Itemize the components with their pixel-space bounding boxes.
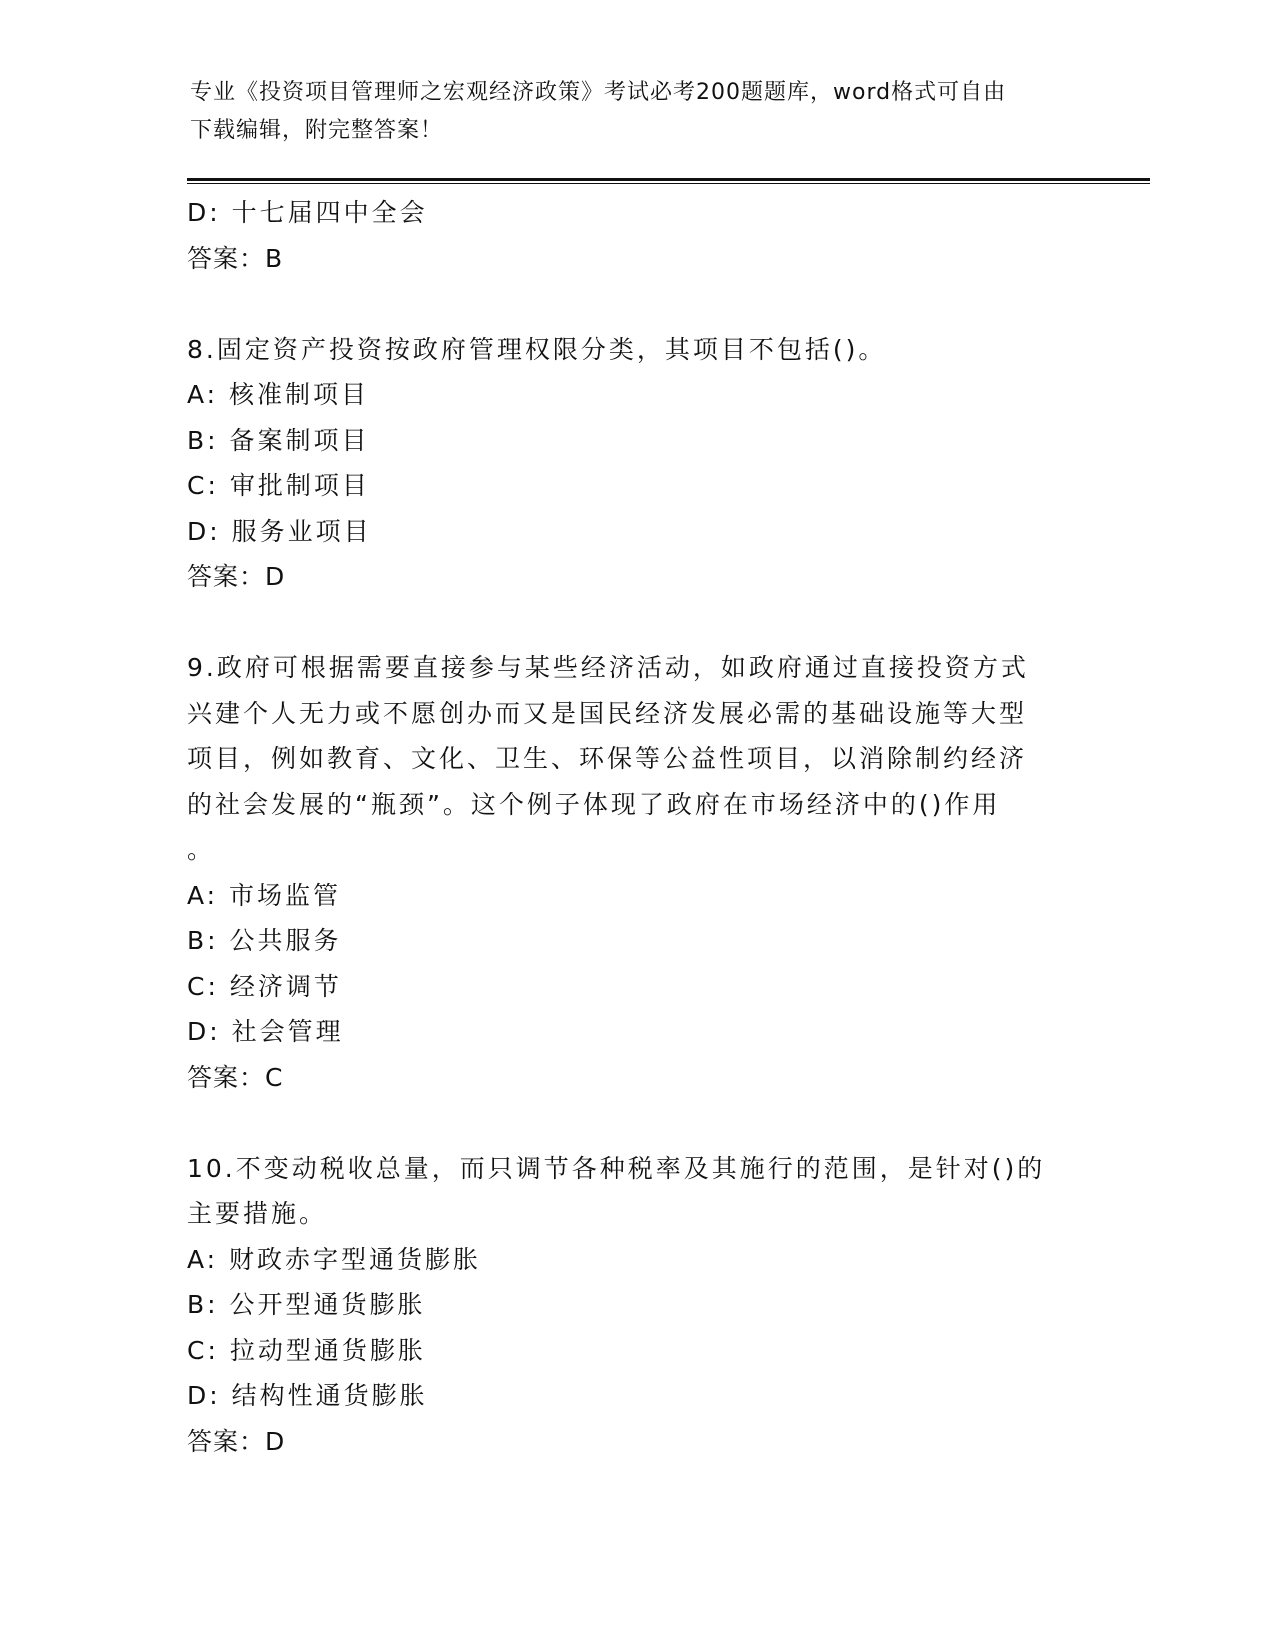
- option-c: C: 经济调节: [187, 971, 342, 1001]
- answer-line: 答案：D: [187, 562, 286, 591]
- question-spacer: [187, 1100, 1087, 1146]
- header-line-2: 下载编辑，附完整答案！: [190, 118, 444, 143]
- header-divider-thick: [187, 178, 1150, 181]
- question-9: [187, 645, 1087, 1100]
- question-stem: 10.不变动税收总量，而只调节各种税率及其施行的范围，是针对()的: [187, 1153, 1046, 1183]
- question-content: [187, 190, 1087, 1464]
- answer-line: 答案：C: [187, 1062, 284, 1092]
- question-fragment: [187, 190, 1087, 281]
- question-stem: 9.政府可根据需要直接参与某些经济活动，如政府通过直接投资方式: [187, 653, 1029, 682]
- option-a: A: 市场监管: [187, 880, 342, 910]
- question-stem: 兴建个人无力或不愿创办而又是国民经济发展必需的基础设施等大型: [187, 698, 1028, 728]
- question-stem: 的社会发展的“瓶颈”。这个例子体现了政府在市场经济中的()作用: [187, 789, 1001, 819]
- option-d: D: 十七届四中全会: [187, 198, 428, 227]
- option-c: C: 拉动型通货膨胀: [187, 1335, 426, 1365]
- question-spacer: [187, 281, 1087, 327]
- option-b: B: 公共服务: [187, 926, 342, 955]
- question-8: [187, 327, 1087, 600]
- option-d: D: 服务业项目: [187, 516, 372, 546]
- answer-line: 答案：B: [187, 243, 284, 273]
- option-d: D: 社会管理: [187, 1017, 344, 1046]
- question-stem: 8.固定资产投资按政府管理权限分类，其项目不包括()。: [187, 334, 887, 364]
- option-d: D: 结构性通货膨胀: [187, 1381, 428, 1410]
- option-c: C: 审批制项目: [187, 471, 370, 500]
- question-spacer: [187, 600, 1087, 646]
- question-stem: 。: [187, 835, 216, 864]
- question-stem: 项目，例如教育、文化、卫生、环保等公益性项目，以消除制约经济: [187, 744, 1028, 773]
- header-line-1: 专业《投资项目管理师之宏观经济政策》考试必考200题题库，word格式可自由: [190, 80, 1007, 105]
- question-stem: 主要措施。: [187, 1199, 328, 1228]
- option-b: B: 备案制项目: [187, 425, 370, 455]
- question-10: [187, 1146, 1087, 1465]
- answer-line: 答案：D: [187, 1426, 286, 1456]
- option-b: B: 公开型通货膨胀: [187, 1290, 426, 1319]
- option-a: A: 财政赤字型通货膨胀: [187, 1244, 482, 1274]
- document-header: [190, 74, 1070, 150]
- header-divider-thin: [187, 183, 1150, 184]
- option-a: A: 核准制项目: [187, 380, 370, 409]
